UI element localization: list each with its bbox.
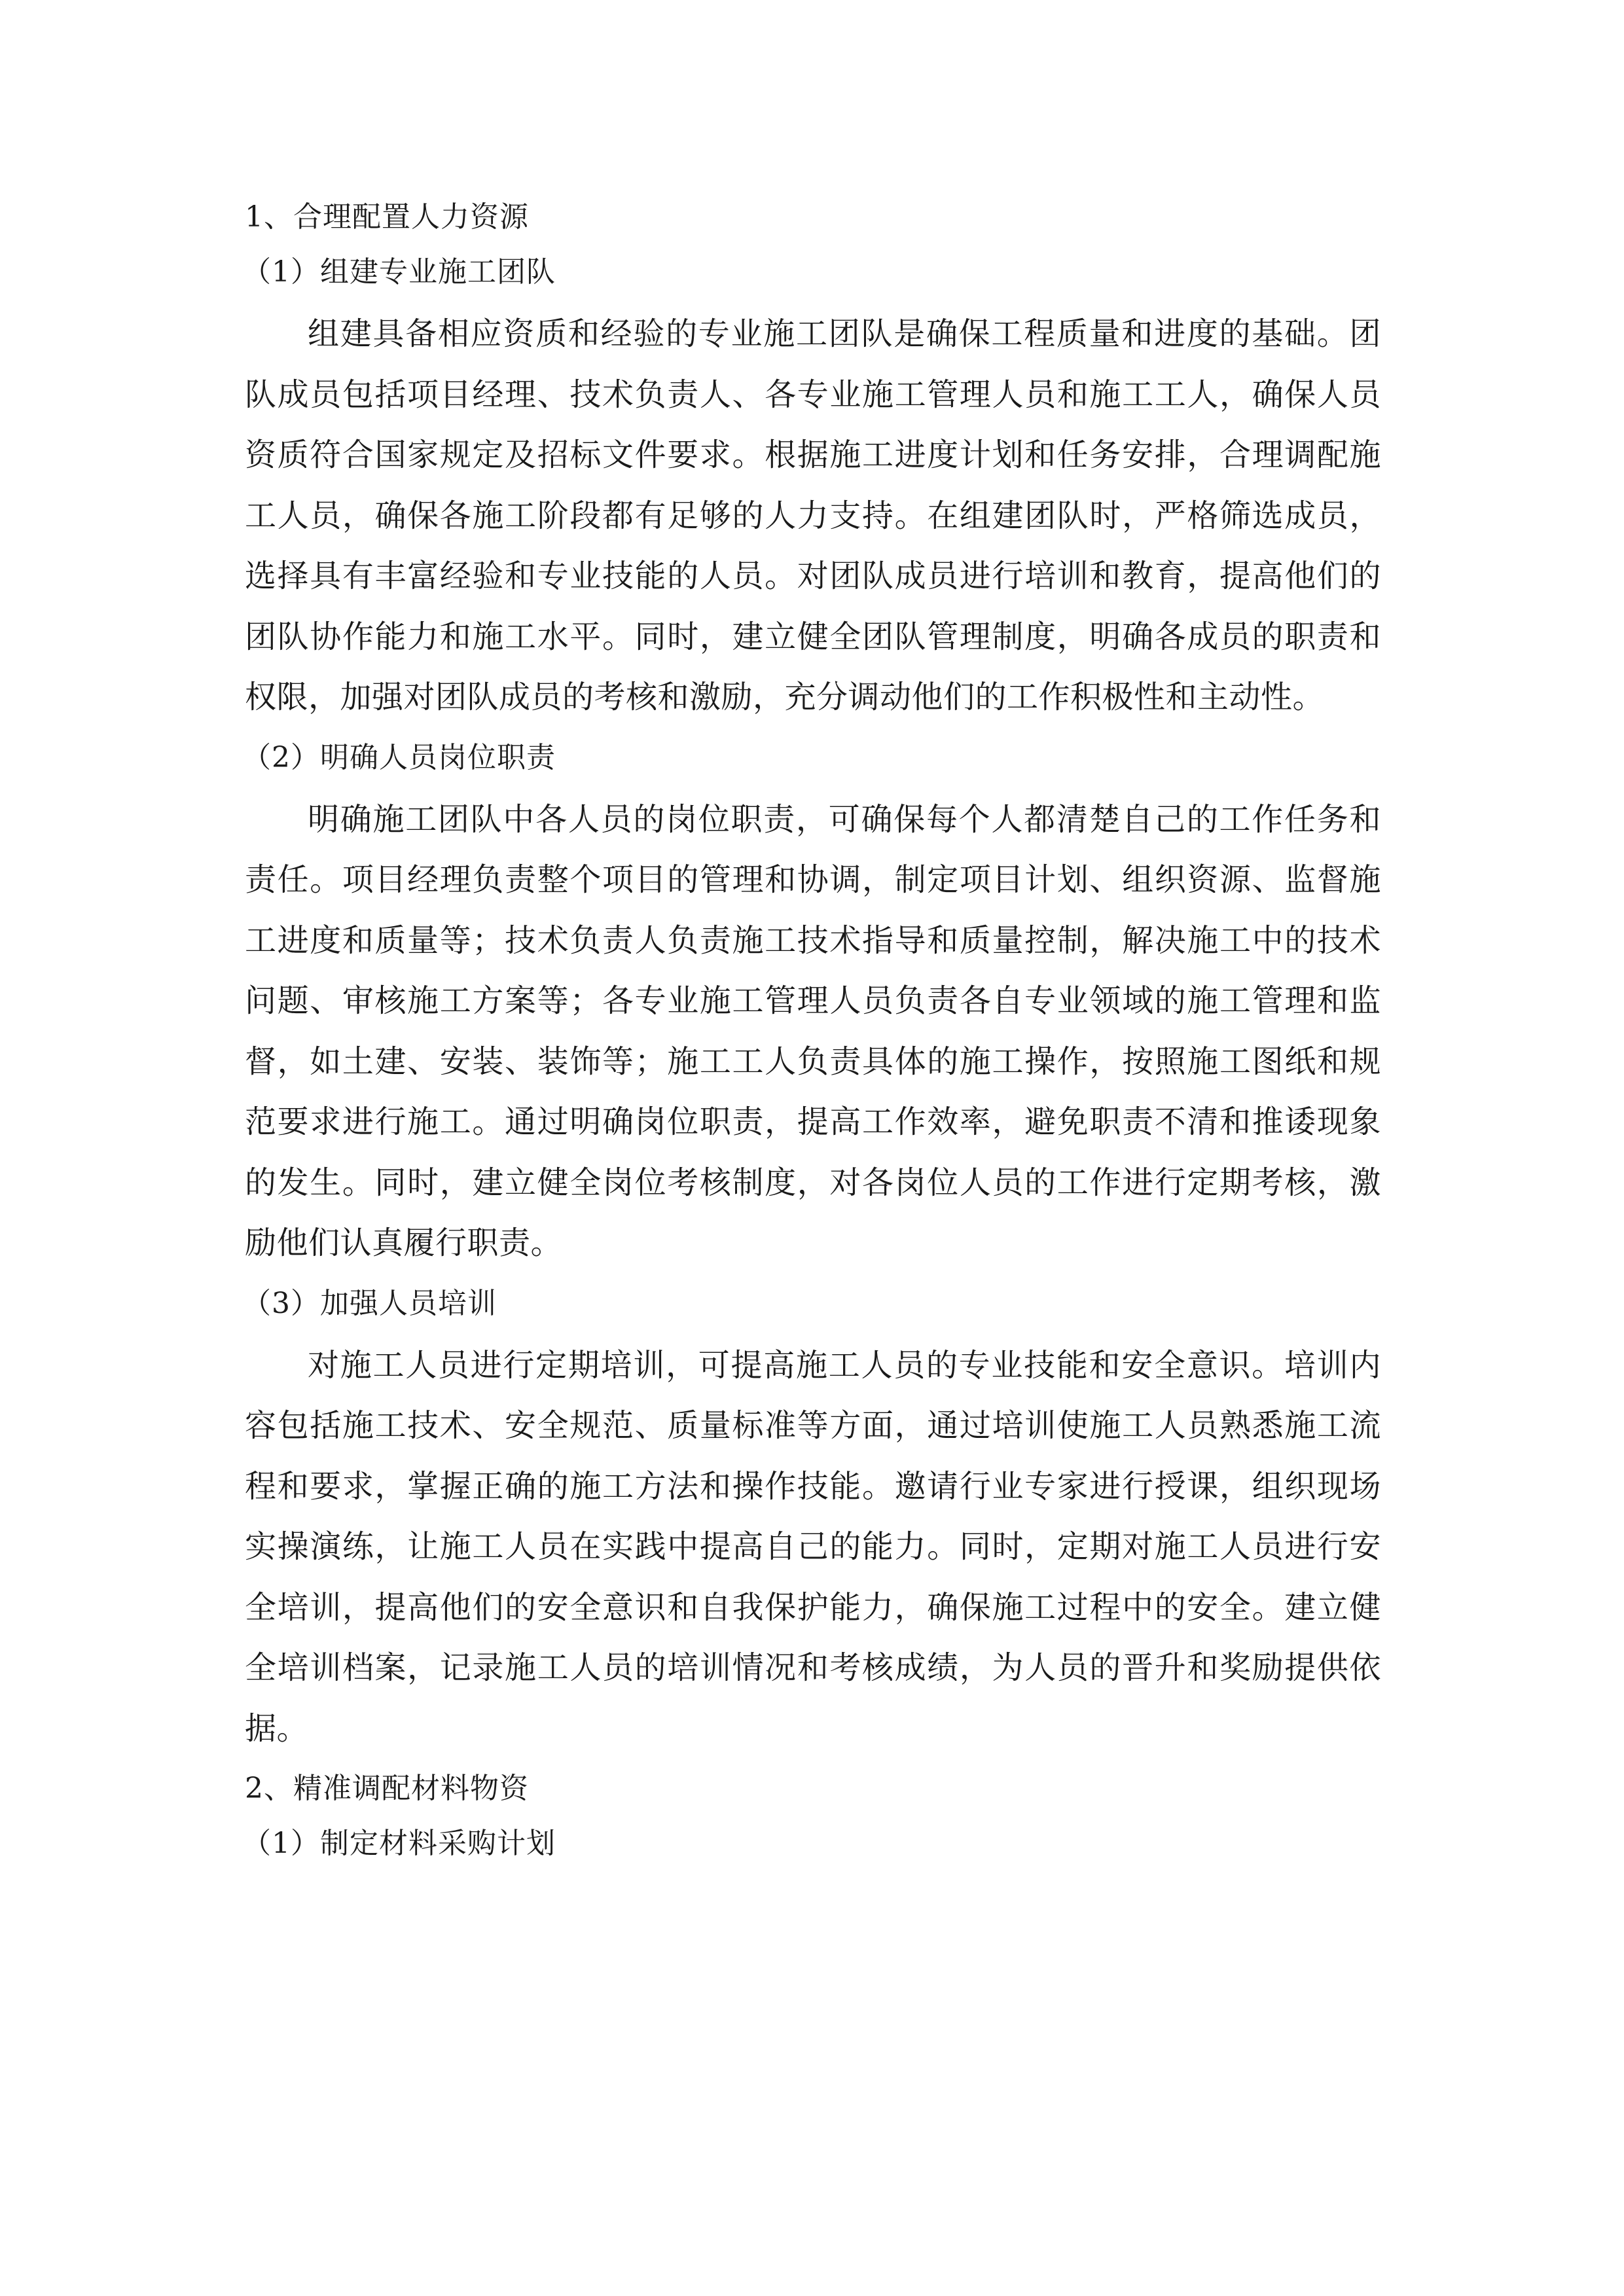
- document-content: [242, 190, 1381, 1871]
- subsection-heading-1-3: （3）加强人员培训: [242, 1286, 497, 1320]
- paragraph-1-2: 明确施工团队中各人员的岗位职责，可确保每个人都清楚自己的工作任务和责任。项目经理负责整个项目的管理和协调，制定项目计划、组织资源、监督施工进度和质量等；技术负责人负责施工技术指导和质量控制，解决施工中的技术问题、审核施工方案等；各专业施工管理人员负责各自专业领域的施工管理和监督，如土建、安装、装饰等；施工工人负责具体的施工操作，按照施工图纸和规范要求进行施工。通过明确岗位职责，提高工作效率，避免职责不清和推诿现象的发生。同时，建立健全岗位考核制度，对各岗位人员的工作进行定期考核，激励他们认真履行职责。: [245, 800, 1381, 1261]
- paragraph-1-1: 组建具备相应资质和经验的专业施工团队是确保工程质量和进度的基础。团队成员包括项目经理、技术负责人、各专业施工管理人员和施工工人，确保人员资质符合国家规定及招标文件要求。根据施工进度计划和任务安排，合理调配施工人员，确保各施工阶段都有足够的人力支持。在组建团队时，严格筛选成员，选择具有丰富经验和专业技能的人员。对团队成员进行培训和教育，提高他们的团队协作能力和施工水平。同时，建立健全团队管理制度，明确各成员的职责和权限，加强对团队成员的考核和激励，充分调动他们的工作积极性和主动性。: [245, 315, 1381, 715]
- section-heading-1: 1、合理配置人力资源: [245, 200, 529, 234]
- paragraph-1-3: 对施工人员进行定期培训，可提高施工人员的专业技能和安全意识。培训内容包括施工技术、安全规范、质量标准等方面，通过培训使施工人员熟悉施工流程和要求，掌握正确的施工方法和操作技能。邀请行业专家进行授课，组织现场实操演练，让施工人员在实践中提高自己的能力。同时，定期对施工人员进行安全培训，提高他们的安全意识和自我保护能力，确保施工过程中的安全。建立健全培训档案，记录施工人员的培训情况和考核成绩，为人员的晋升和奖励提供依据。: [245, 1346, 1381, 1747]
- section-heading-2: 2、精准调配材料物资: [245, 1772, 529, 1805]
- subsection-heading-1-1: （1）组建专业施工团队: [242, 255, 556, 289]
- subsection-heading-1-2: （2）明确人员岗位职责: [242, 740, 556, 774]
- subsection-heading-2-1: （1）制定材料采购计划: [242, 1827, 556, 1860]
